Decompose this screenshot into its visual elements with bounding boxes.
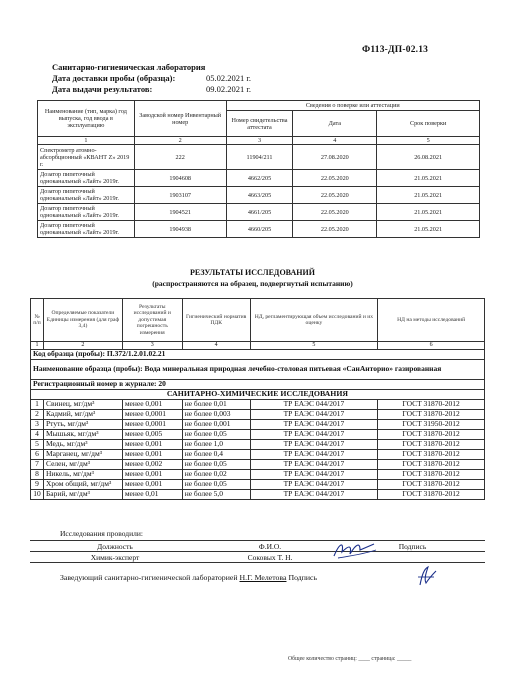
equipment-row xyxy=(38,145,480,170)
equipment-col-date: Дата xyxy=(293,111,377,137)
result-no: 9 xyxy=(31,479,44,489)
result-value: менее 0,0001 xyxy=(122,409,182,419)
result-method: ГОСТ 31870-2012 xyxy=(378,449,485,459)
equipment-due: 26.08.2021 xyxy=(377,145,480,170)
equipment-cert: 4660/205 xyxy=(226,221,293,238)
result-value: менее 0,01 xyxy=(122,489,182,499)
sample-name: Наименование образца (пробы): Вода минеральная природная лечебно-столовая питьевая «СанАнторио» газированная xyxy=(31,360,485,380)
result-row xyxy=(31,419,485,429)
result-norm: не более 0,05 xyxy=(182,479,250,489)
result-nd: ТР ЕАЭС 044/2017 xyxy=(250,399,378,409)
equipment-num: 1 xyxy=(38,137,135,145)
result-row xyxy=(31,429,485,439)
result-no: 5 xyxy=(31,439,44,449)
result-indicator: Медь, мг/дм³ xyxy=(43,439,122,449)
equipment-num: 3 xyxy=(226,137,293,145)
equipment-cert: 11904/211 xyxy=(226,145,293,170)
equipment-col-verification: Сведения о поверке или аттестации xyxy=(226,101,479,111)
result-nd: ТР ЕАЭС 044/2017 xyxy=(250,459,378,469)
page-count-footer: Общее количество страниц: ____ страница: _____ xyxy=(288,656,412,662)
equipment-col-serial: Заводской номер Инвентарный номер xyxy=(134,101,226,137)
result-method: ГОСТ 31870-2012 xyxy=(378,409,485,419)
equipment-date: 22.05.2020 xyxy=(293,187,377,204)
result-nd: ТР ЕАЭС 044/2017 xyxy=(250,489,378,499)
equipment-serial: 1904521 xyxy=(134,204,226,221)
result-no: 1 xyxy=(31,399,44,409)
equipment-cert: 4662/205 xyxy=(226,170,293,187)
results-col-method: НД на методы исследований xyxy=(378,299,485,342)
equipment-name: Дозатор пипеточный одноканальный «Лайт» 2019г. xyxy=(38,204,135,221)
equipment-date: 22.05.2020 xyxy=(293,204,377,221)
equipment-serial: 1904938 xyxy=(134,221,226,238)
staff-col-signature: Подпись xyxy=(340,541,485,552)
results-num: 4 xyxy=(182,342,250,350)
result-nd: ТР ЕАЭС 044/2017 xyxy=(250,479,378,489)
result-indicator: Кадмий, мг/дм³ xyxy=(43,409,122,419)
issue-date-label: Дата выдачи результатов: xyxy=(52,84,153,94)
result-nd: ТР ЕАЭС 044/2017 xyxy=(250,419,378,429)
equipment-serial: 1903107 xyxy=(134,187,226,204)
result-indicator: Хром общий, мг/дм³ xyxy=(43,479,122,489)
equipment-col-cert: Номер свидетельства аттестата xyxy=(226,111,293,137)
result-method: ГОСТ 31950-2012 xyxy=(378,419,485,429)
head-of-lab-sign-label: Подпись xyxy=(288,573,318,582)
result-norm: не более 0,001 xyxy=(182,419,250,429)
results-num: 2 xyxy=(43,342,122,350)
equipment-row xyxy=(38,170,480,187)
result-method: ГОСТ 31870-2012 xyxy=(378,429,485,439)
result-indicator: Свинец, мг/дм³ xyxy=(43,399,122,409)
result-method: ГОСТ 31870-2012 xyxy=(378,469,485,479)
equipment-date: 27.08.2020 xyxy=(293,145,377,170)
lab-name: Санитарно-гигиеническая лаборатория xyxy=(52,62,206,72)
staff-heading: Исследования проводили: xyxy=(60,529,143,538)
result-indicator: Селен, мг/дм³ xyxy=(43,459,122,469)
result-norm: не более 0,02 xyxy=(182,469,250,479)
result-norm: не более 0,05 xyxy=(182,429,250,439)
results-col-no: № п/п xyxy=(31,299,44,342)
result-method: ГОСТ 31870-2012 xyxy=(378,439,485,449)
results-table xyxy=(30,298,485,500)
results-col-result: Результаты исследований и допустимая погрешность измерения xyxy=(122,299,182,342)
result-value: менее 0,001 xyxy=(122,469,182,479)
sample-code: Код образца (пробы): П.372/1.2.01.02.21 xyxy=(31,350,485,360)
equipment-due: 21.05.2021 xyxy=(377,187,480,204)
equipment-due: 21.05.2021 xyxy=(377,221,480,238)
result-no: 10 xyxy=(31,489,44,499)
equipment-table xyxy=(37,100,480,238)
result-indicator: Барий, мг/дм³ xyxy=(43,489,122,499)
result-indicator: Никель, мг/дм³ xyxy=(43,469,122,479)
result-no: 6 xyxy=(31,449,44,459)
equipment-serial: 1904608 xyxy=(134,170,226,187)
result-norm: не более 0,01 xyxy=(182,399,250,409)
equipment-num: 4 xyxy=(293,137,377,145)
issue-date-value: 09.02.2021 г. xyxy=(206,84,252,94)
result-value: менее 0,005 xyxy=(122,429,182,439)
results-title: РЕЗУЛЬТАТЫ ИССЛЕДОВАНИЙ xyxy=(190,268,315,277)
result-method: ГОСТ 31870-2012 xyxy=(378,479,485,489)
equipment-due: 21.05.2021 xyxy=(377,170,480,187)
results-col-indicator: Определяемые показатели Единицы измерения (для граф 3,4) xyxy=(43,299,122,342)
result-row xyxy=(31,439,485,449)
equipment-serial: 222 xyxy=(134,145,226,170)
results-subtitle: (распространяются на образец, подвергнутый испытанию) xyxy=(152,279,353,288)
result-row xyxy=(31,489,485,499)
equipment-name: Дозатор пипеточный одноканальный «Лайт» 2019г. xyxy=(38,221,135,238)
result-indicator: Ртуть, мг/дм³ xyxy=(43,419,122,429)
result-no: 8 xyxy=(31,469,44,479)
results-col-nd: НД, регламентирующая объем исследований и их оценку xyxy=(250,299,378,342)
result-norm: не более 5,0 xyxy=(182,489,250,499)
result-method: ГОСТ 31870-2012 xyxy=(378,399,485,409)
result-norm: не более 1,0 xyxy=(182,439,250,449)
equipment-name: Спектрометр атомно-абсорбционный «КВАНТ Z» 2019 г. xyxy=(38,145,135,170)
result-norm: не более 0,003 xyxy=(182,409,250,419)
staff-col-name: Ф.И.О. xyxy=(200,541,340,552)
results-num-row xyxy=(31,342,485,350)
equipment-cert: 4661/205 xyxy=(226,204,293,221)
equipment-date: 22.05.2020 xyxy=(293,170,377,187)
result-nd: ТР ЕАЭС 044/2017 xyxy=(250,449,378,459)
result-norm: не более 0,05 xyxy=(182,459,250,469)
results-col-norm: Гигиенический норматив ПДК xyxy=(182,299,250,342)
result-nd: ТР ЕАЭС 044/2017 xyxy=(250,469,378,479)
staff-table xyxy=(30,540,485,563)
result-value: менее 0,001 xyxy=(122,399,182,409)
staff-col-position: Должность xyxy=(30,541,200,552)
result-value: менее 0,001 xyxy=(122,449,182,459)
result-method: ГОСТ 31870-2012 xyxy=(378,489,485,499)
equipment-num: 5 xyxy=(377,137,480,145)
equipment-name: Дозатор пипеточный одноканальный «Лайт» 2019г. xyxy=(38,170,135,187)
result-no: 2 xyxy=(31,409,44,419)
equipment-name: Дозатор пипеточный одноканальный «Лайт» 2019г. xyxy=(38,187,135,204)
head-signature xyxy=(414,565,440,587)
equipment-row xyxy=(38,187,480,204)
result-nd: ТР ЕАЭС 044/2017 xyxy=(250,429,378,439)
equipment-col-due: Срок поверки xyxy=(377,111,480,137)
result-nd: ТР ЕАЭС 044/2017 xyxy=(250,439,378,449)
delivery-date-row xyxy=(52,73,452,83)
result-no: 4 xyxy=(31,429,44,439)
head-of-lab-title: Заведующий санитарно-гигиенической лабораторией xyxy=(60,573,238,582)
equipment-row xyxy=(38,204,480,221)
result-value: менее 0,001 xyxy=(122,439,182,449)
form-code: Ф113-ДП-02.13 xyxy=(362,45,429,55)
issue-date-row xyxy=(52,84,452,94)
results-num: 3 xyxy=(122,342,182,350)
equipment-cert: 4663/205 xyxy=(226,187,293,204)
results-num: 6 xyxy=(378,342,485,350)
result-nd: ТР ЕАЭС 044/2017 xyxy=(250,409,378,419)
chemist-signature xyxy=(330,538,380,562)
result-norm: не более 0,4 xyxy=(182,449,250,459)
staff-name: Соковых Т. Н. xyxy=(200,552,340,563)
result-row xyxy=(31,479,485,489)
delivery-date-value: 05.02.2021 г. xyxy=(206,73,252,83)
results-num: 5 xyxy=(250,342,378,350)
section-title: САНИТАРНО-ХИМИЧЕСКИЕ ИССЛЕДОВАНИЯ xyxy=(31,390,485,400)
result-value: менее 0,002 xyxy=(122,459,182,469)
head-of-lab-name: Н.Г. Мелетова xyxy=(239,573,287,582)
equipment-num: 2 xyxy=(134,137,226,145)
equipment-num-row xyxy=(38,137,480,145)
result-row xyxy=(31,449,485,459)
delivery-date-label: Дата доставки пробы (образца): xyxy=(52,73,176,83)
result-indicator: Мышьяк, мг/дм³ xyxy=(43,429,122,439)
result-row xyxy=(31,469,485,479)
staff-position: Химик-эксперт xyxy=(30,552,200,563)
registration-number: Регистрационный номер в журнале: 20 xyxy=(31,380,485,390)
equipment-date: 22.05.2020 xyxy=(293,221,377,238)
result-row xyxy=(31,409,485,419)
result-no: 3 xyxy=(31,419,44,429)
result-value: менее 0,0001 xyxy=(122,419,182,429)
result-value: менее 0,001 xyxy=(122,479,182,489)
equipment-row xyxy=(38,221,480,238)
result-indicator: Марганец, мг/дм³ xyxy=(43,449,122,459)
results-num: 1 xyxy=(31,342,44,350)
result-row xyxy=(31,399,485,409)
equipment-col-name: Наименование (тип, марка) год выпуска, год ввода в эксплуатацию xyxy=(38,101,135,137)
equipment-due: 21.05.2021 xyxy=(377,204,480,221)
result-no: 7 xyxy=(31,459,44,469)
result-row xyxy=(31,459,485,469)
result-method: ГОСТ 31870-2012 xyxy=(378,459,485,469)
